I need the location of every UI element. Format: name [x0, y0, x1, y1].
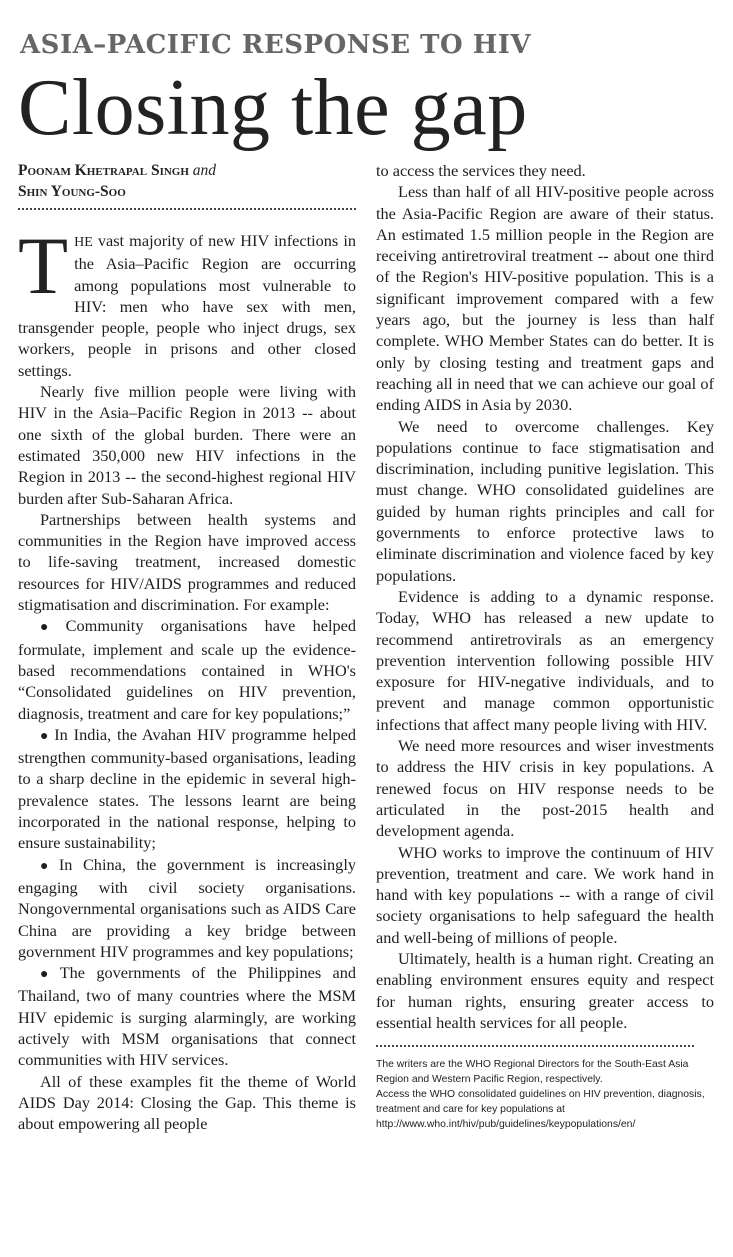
author-2: Shin Young-Soo	[18, 183, 126, 200]
author-1: Poonam Khetrapal Singh	[18, 162, 189, 179]
kicker: ASIA–PACIFIC RESPONSE TO HIV	[20, 30, 532, 60]
lead-paragraph	[18, 220, 356, 381]
drop-cap: T	[18, 220, 69, 311]
footnote-authors: The writers are the WHO Regional Directors for the South-East Asia Region and Western Pacific Region, respectively.	[376, 1059, 689, 1086]
footnote-divider	[376, 1045, 694, 1047]
byline-divider	[18, 208, 356, 210]
bullet-icon: ●	[40, 967, 56, 983]
bullet-item: ● In China, the government is increasingly engaging with civil society organisations. Nongovernmental organisations such as AIDS Care China are providing a key bridge between government HIV programmes and key populations;	[18, 854, 356, 961]
paragraph: Evidence is adding to a dynamic response. Today, WHO has released a new update to recommend antiretrovirals as an emergency prevention intervention following possible HIV exposure for HIV-negative individuals, and to prevent and manage common opportunistic infections that affect many people living with HIV.	[376, 586, 714, 734]
paragraph: Ultimately, health is a human right. Creating an enabling environment ensures equity and respect for human rights, ensuring greater access to essential health services for all people.	[376, 948, 714, 1032]
footnote	[376, 1057, 714, 1132]
left-body	[18, 220, 356, 1134]
bullet-icon: ●	[40, 728, 51, 744]
footnote-access: Access the WHO consolidated guidelines on HIV prevention, diagnosis, treatment and care for key populations at	[376, 1089, 705, 1116]
bullet-item: ● The governments of the Philippines and Thailand, two of many countries where the MSM HIV epidemic is surging alarmingly, are working actively with MSM organisations that connect communities with HIV services.	[18, 963, 356, 1070]
bullet-item: ● In India, the Avahan HIV programme helped strengthen community-based organisations, leading to a sharp decline in the epidemic in several high-prevalence states. The lessons learnt are being incorporated in the national response, helping to ensure sustainability;	[18, 724, 356, 853]
byline	[18, 160, 356, 202]
footnote-url: http://www.who.int/hiv/pub/guidelines/keypopulations/en/	[376, 1119, 636, 1131]
headline: Closing the gap	[18, 64, 528, 152]
byline-conjunction: and	[192, 162, 217, 179]
paragraph: Nearly five million people were living with HIV in the Asia–Pacific Region in 2013 -- about one sixth of the global burden. There were an estimated 350,000 new HIV infections in the Region in 2013 -- the second-highest regional HIV burden after Sub-Saharan Africa.	[18, 382, 356, 508]
continued-paragraph: to access the services they need.	[376, 161, 586, 180]
paragraph: All of these examples fit the theme of World AIDS Day 2014: Closing the Gap. This theme is about empowering all people	[18, 1071, 356, 1134]
bullet-icon: ●	[40, 858, 55, 874]
paragraph: Partnerships between health systems and communities in the Region have improved access to life-saving treatment, increased domestic resources for HIV/AIDS programmes and reduced stigmatisation and discrimination. For example:	[18, 509, 356, 615]
bullet-icon: ●	[40, 620, 62, 636]
right-column	[376, 160, 714, 1132]
paragraph: WHO works to improve the continuum of HIV prevention, treatment and care. We work hand in hand with key populations -- with a range of civil society organisations to help safeguard the health and well-being of millions of people.	[376, 842, 714, 947]
paragraph: Less than half of all HIV-positive people across the Asia-Pacific Region are aware of their status. An estimated 1.5 million people in the Region are receiving antiretroviral treatment -- about one third of the Region's HIV-positive population. This is a significant improvement compared with a few years ago, but the journey is less than half complete. WHO Member States can do better. It is only by closing testing and treatment gaps and reaching all in need that we can achieve our goal of ending AIDS in Asia by 2030.	[376, 182, 714, 415]
paragraph: We need more resources and wiser investments to address the HIV crisis in key populations. A renewed focus on HIV response needs to be articulated in the post-2015 health and development agenda.	[376, 736, 714, 841]
bullet-item: ● Community organisations have helped formulate, implement and scale up the evidence-based recommendations contained in WHO's “Consolidated guidelines on HIV prevention, diagnosis, treatment and care for key populations;”	[18, 616, 356, 723]
lead-caps: HE	[74, 235, 93, 250]
paragraph: We need to overcome challenges. Key populations continue to face stigmatisation and discrimination, including punitive legislation. This must change. WHO consolidated guidelines are guided by human rights principles and call for governments to enforce protective laws to eliminate discrimination and violence faced by key populations.	[376, 416, 714, 585]
right-body	[376, 160, 714, 1033]
lead-text: vast majority of new HIV infections in the Asia–Pacific Region are occurring among populations most vulnerable to HIV: men who have sex with men, transgender people, people who inject drugs, sex workers, people in prisons and other closed settings.	[18, 231, 356, 380]
left-column	[18, 160, 356, 1134]
